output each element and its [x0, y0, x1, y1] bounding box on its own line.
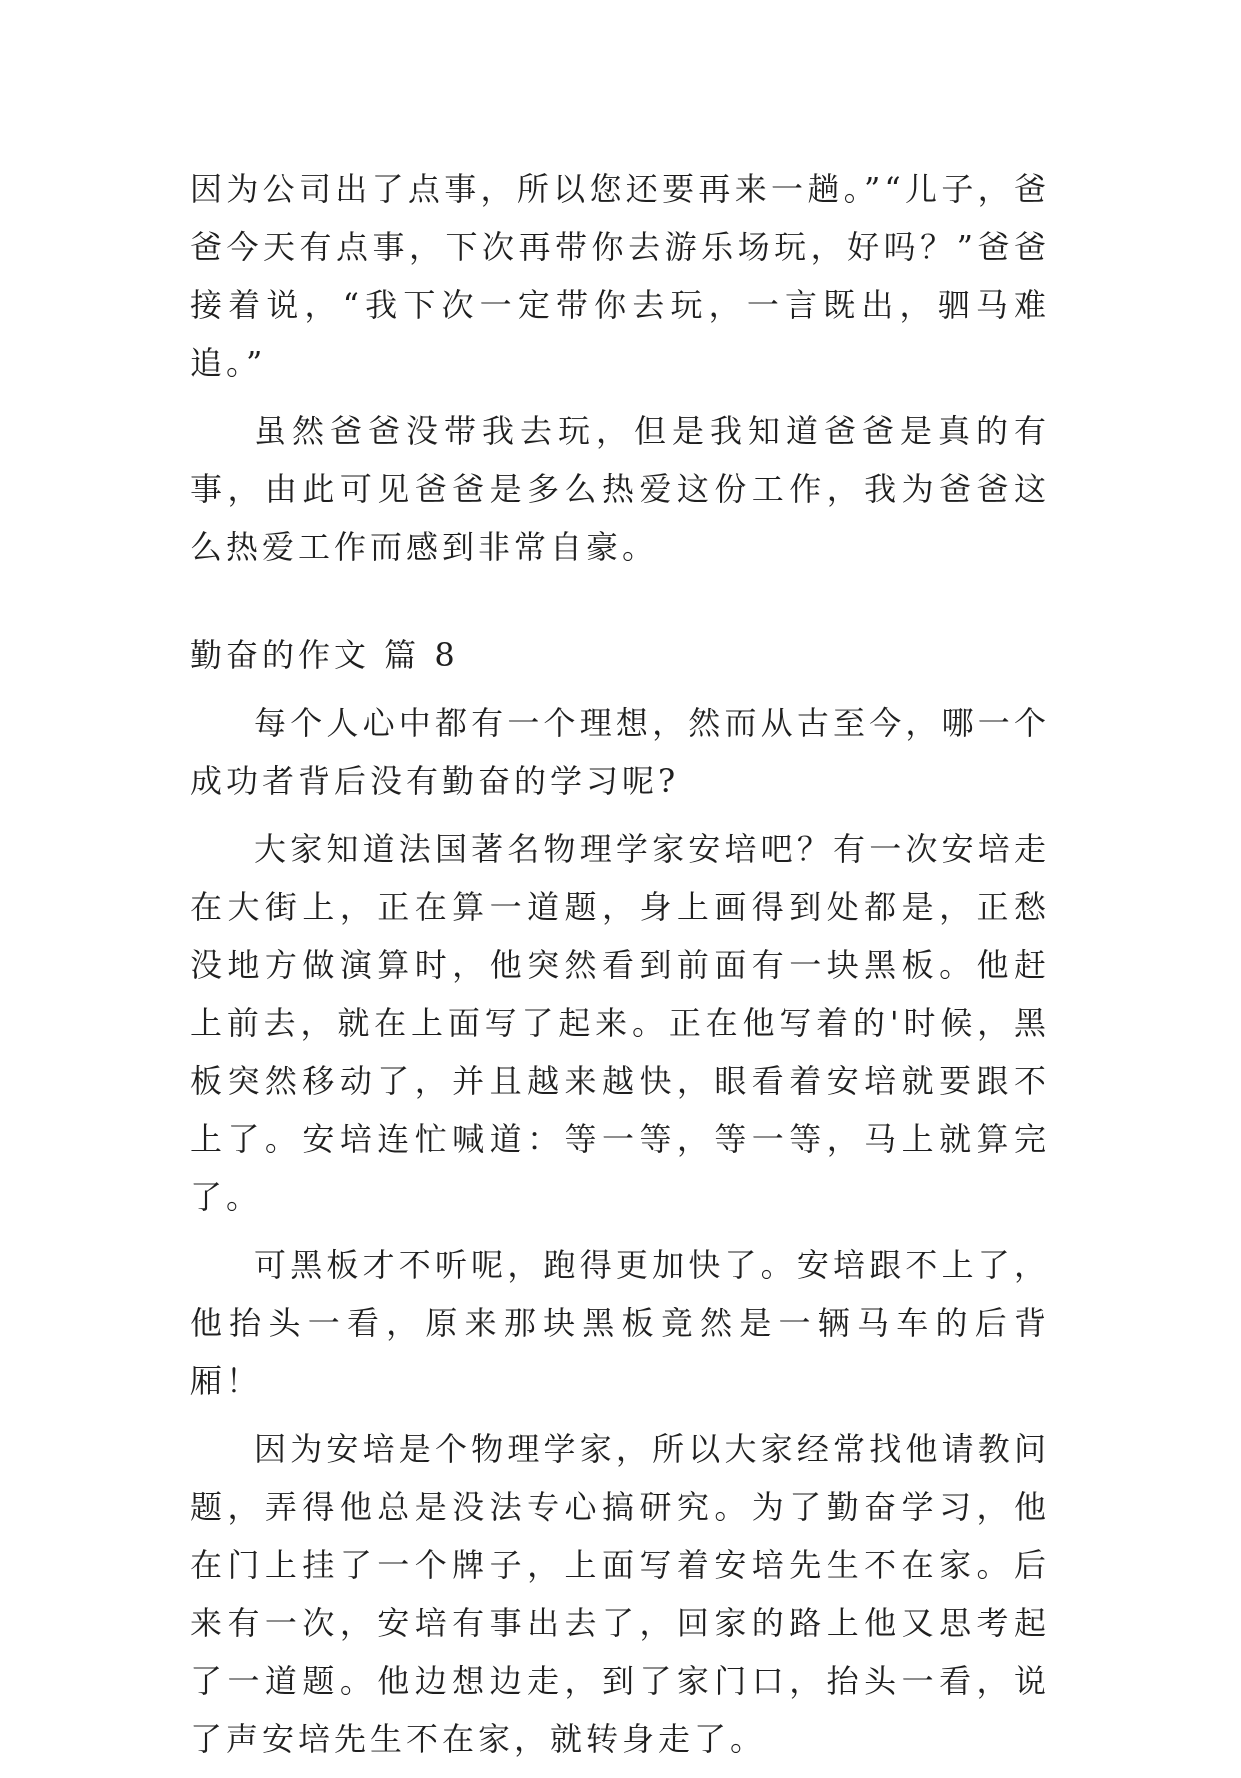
section-spacer [190, 586, 1050, 626]
paragraph: 大家知道法国著名物理学家安培吧？有一次安培走在大街上，正在算一道题，身上画得到处都是，正愁没地方做演算时，他突然看到前面有一块黑板。他赶上前去，就在上面写了起来。正在他写着的'时候，黑板突然移动了，并且越来越快，眼看着安培就要跟不上了。安培连忙喊道：等一等，等一等，马上就算完了。 [190, 830, 1050, 1216]
document-body [190, 160, 1050, 1778]
paragraph-continued: 因为公司出了点事，所以您还要再来一趟。”“儿子，爸爸今天有点事，下次再带你去游乐场玩，好吗？”爸爸接着说，“我下次一定带你去玩，一言既出，驷马难追。” [190, 170, 1050, 382]
paragraph: 可黑板才不听呢，跑得更加快了。安培跟不上了，他抬头一看，原来那块黑板竟然是一辆马车的后背厢！ [190, 1246, 1050, 1400]
paragraph: 虽然爸爸没带我去玩，但是我知道爸爸是真的有事，由此可见爸爸是多么热爱这份工作，我为爸爸这么热爱工作而感到非常自豪。 [190, 412, 1050, 566]
paragraph: 因为安培是个物理学家，所以大家经常找他请教问题，弄得他总是没法专心搞研究。为了勤奋学习，他在门上挂了一个牌子，上面写着安培先生不在家。后来有一次，安培有事出去了，回家的路上他又思考起了一道题。他边想边走，到了家门口，抬头一看，说了声安培先生不在家，就转身走了。 [190, 1430, 1050, 1758]
paragraph: 每个人心中都有一个理想，然而从古至今，哪一个成功者背后没有勤奋的学习呢? [190, 704, 1050, 800]
section-title: 勤奋的作文 篇 8 [190, 636, 459, 674]
